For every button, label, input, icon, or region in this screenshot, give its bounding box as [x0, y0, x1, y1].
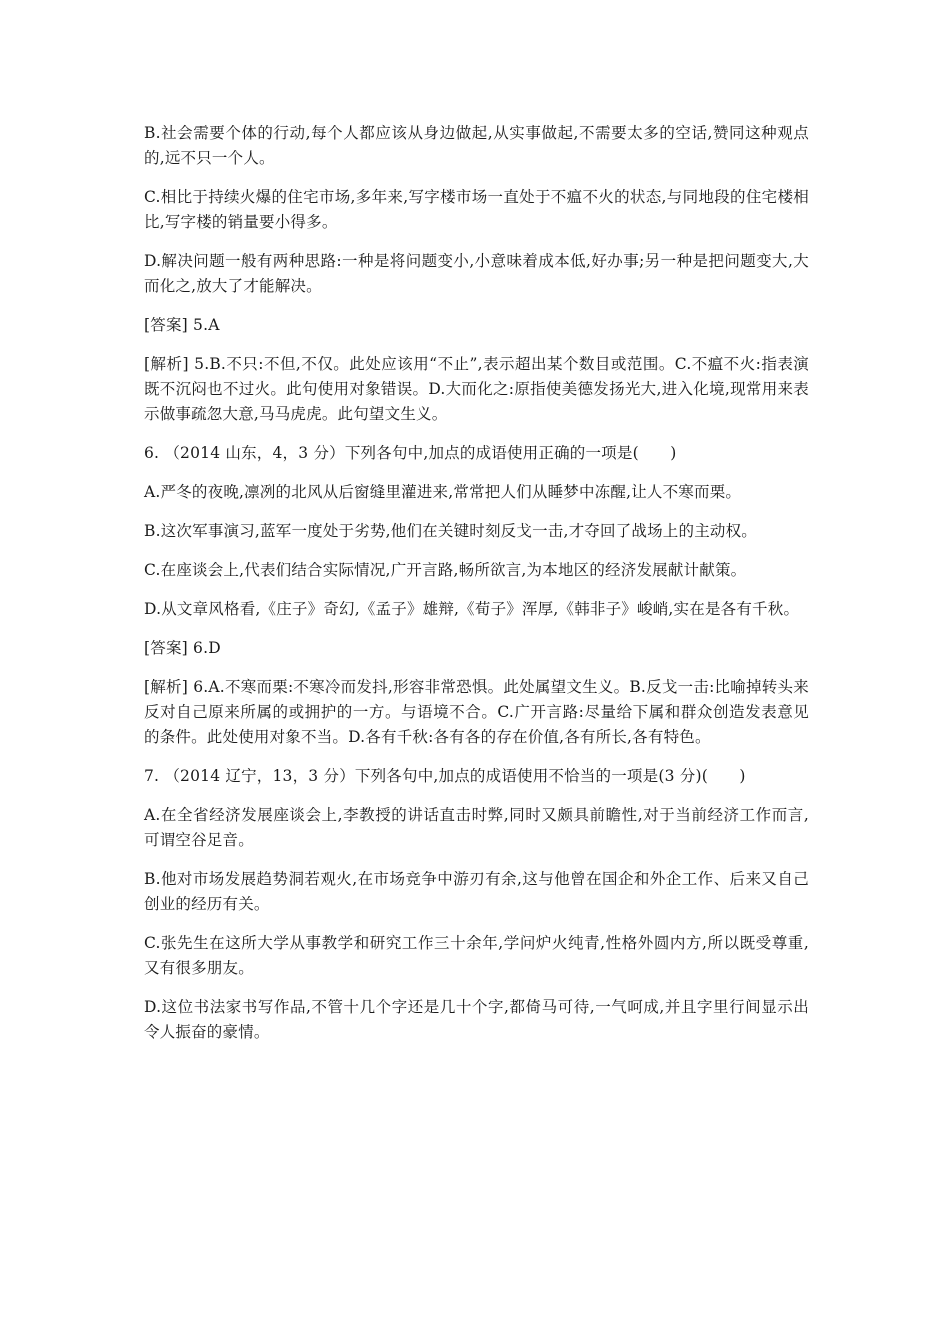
question-6: 6. （2014 山东，4，3 分）下列各句中,加点的成语使用正确的一项是( )	[144, 444, 677, 462]
option-b-q5: B.社会需要个体的行动,每个人都应该从身边做起,从实事做起,不需要太多的空话,赞同这种观点的,远不只一个人。	[144, 124, 809, 167]
option-c-q6: C.在座谈会上,代表们结合实际情况,广开言路,畅所欲言,为本地区的经济发展献计献策。	[144, 561, 747, 579]
option-c-q5: C.相比于持续火爆的住宅市场,多年来,写字楼市场一直处于不瘟不火的状态,与同地段的住宅楼相比,写字楼的销量要小得多。	[144, 188, 809, 231]
option-b-q6: B.这次军事演习,蓝军一度处于劣势,他们在关键时刻反戈一击,才夺回了战场上的主动权。	[144, 522, 758, 540]
option-a-q6: A.严冬的夜晚,凛冽的北风从后窗缝里灌进来,常常把人们从睡梦中冻醒,让人不寒而栗。	[144, 483, 742, 501]
option-d-q6: D.从文章风格看,《庄子》奇幻,《孟子》雄辩,《荀子》浑厚,《韩非子》峻峭,实在是各有千秋。	[144, 600, 800, 618]
option-b-q7: B.他对市场发展趋势洞若观火,在市场竞争中游刃有余,这与他曾在国企和外企工作、后来又自己创业的经历有关。	[144, 870, 809, 913]
question-7: 7. （2014 辽宁，13，3 分）下列各句中,加点的成语使用不恰当的一项是(3 分)( )	[144, 767, 746, 785]
option-a-q7: A.在全省经济发展座谈会上,李教授的讲话直击时弊,同时又颇具前瞻性,对于当前经济工作而言,可谓空谷足音。	[144, 806, 809, 849]
option-c-q7: C.张先生在这所大学从事教学和研究工作三十余年,学问炉火纯青,性格外圆内方,所以既受尊重,又有很多朋友。	[144, 934, 809, 977]
answer-q5: [答案] 5.A	[144, 316, 220, 334]
option-d-q7: D.这位书法家书写作品,不管十几个字还是几十个字,都倚马可待,一气呵成,并且字里行间显示出令人振奋的豪情。	[144, 998, 809, 1041]
analysis-q6: [解析] 6.A.不寒而栗:不寒冷而发抖,形容非常恐惧。此处属望文生义。B.反戈一击:比喻掉转头来反对自己原来所属的或拥护的一方。与语境不合。C.广开言路:尽量给下属和群众创造发表意见的条件。此处使用对象不当。D.各有千秋:各有各的存在价值,各有所长,各有特色。	[144, 678, 809, 746]
answer-q6: [答案] 6.D	[144, 639, 221, 657]
document-page	[144, 121, 809, 1059]
option-d-q5: D.解决问题一般有两种思路:一种是将问题变小,小意味着成本低,好办事;另一种是把问题变大,大而化之,放大了才能解决。	[144, 252, 809, 295]
analysis-q5: [解析] 5.B.不只:不但,不仅。此处应该用“不止”,表示超出某个数目或范围。C.不瘟不火:指表演既不沉闷也不过火。此句使用对象错误。D.大而化之:原指使美德发扬光大,进入化境,现常用来表示做事疏忽大意,马马虎虎。此句望文生义。	[144, 355, 809, 423]
